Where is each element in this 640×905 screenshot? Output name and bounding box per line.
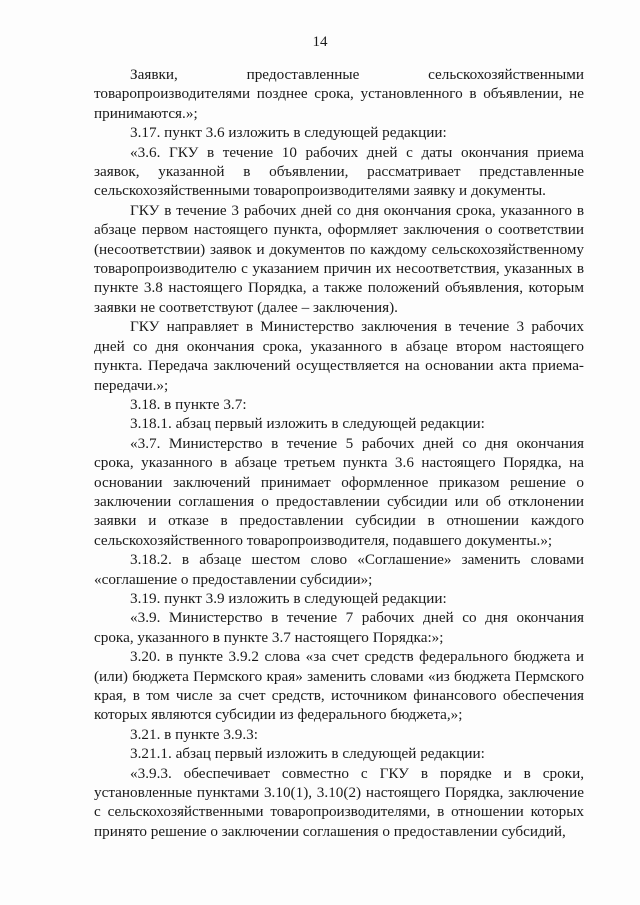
paragraph: 3.17. пункт 3.6 изложить в следующей редакции: (130, 124, 447, 142)
paragraph: «3.6. ГКУ в течение 10 рабочих дней с даты окончания приема заявок, указанной в объявлении, рассматривает представленные сельскохозяйственными товаропроизводителями заявку и документы. (94, 143, 584, 200)
paragraph: «3.7. Министерство в течение 5 рабочих дней со дня окончания срока, указанного в абзаце третьем пункта 3.6 настоящего Порядка, на основании заключений принимает оформленное приказом решение о заключении соглашения о предоставлении субсидии или об отклонении заявки и отказе в предоставлении субсидии в отношении каждого сельскохозяйственного товаропроизводителя, подавшего документы.»; (94, 434, 584, 549)
paragraph: «3.9. Министерство в течение 7 рабочих дней со дня окончания срока, указанного в пункте 3.7 настоящего Порядка:»; (94, 609, 584, 646)
paragraph: Заявки, предоставленные сельскохозяйственными товаропроизводителями позднее срока, установленного в объявлении, не принимаются.»; (94, 66, 584, 122)
paragraph: 3.18.2. в абзаце шестом слово «Соглашение» заменить словами «соглашение о предоставлении субсидии»; (94, 551, 584, 588)
paragraph: 3.19. пункт 3.9 изложить в следующей редакции: (130, 589, 447, 607)
paragraph: 3.20. в пункте 3.9.2 слова «за счет средств федерального бюджета и (или) бюджета Пермского края» заменить словами «из бюджета Пермского края, в том числе за счет средств, источником финансового обеспечения которых являются субсидии из федерального бюджета,»; (94, 648, 584, 724)
paragraph: 3.18. в пункте 3.7: (130, 395, 247, 413)
paragraph: ГКУ направляет в Министерство заключения в течение 3 рабочих дней со дня окончания срока, указанного в абзаце втором настоящего пункта. Передача заключений осуществляется на основании акта приема-передачи.»; (94, 318, 584, 394)
page-number: 14 (312, 34, 328, 50)
paragraph: «3.9.3. обеспечивает совместно с ГКУ в порядке и в сроки, установленные пунктами 3.10(1), 3.10(2) настоящего Порядка, заключение с сельскохозяйственными товаропроизводителями, в отношении которых принято решение о заключении соглашения о предоставлении субсидий, (94, 764, 584, 840)
paragraph: 3.21. в пункте 3.9.3: (130, 725, 258, 743)
document-body (94, 65, 584, 841)
paragraph: 3.21.1. абзац первый изложить в следующей редакции: (130, 745, 485, 763)
paragraph: ГКУ в течение 3 рабочих дней со дня окончания срока, указанного в абзаце первом настоящего пункта, оформляет заключения о соответствии (несоответствии) заявок и документов по каждому сельскохозяйственному товаропроизводителю с указанием причин их несоответствия, указанных в пункте 3.8 настоящего Порядка, а также положений объявления, которым заявки не соответствуют (далее – заключения). (94, 201, 584, 316)
paragraph: 3.18.1. абзац первый изложить в следующей редакции: (130, 415, 485, 433)
